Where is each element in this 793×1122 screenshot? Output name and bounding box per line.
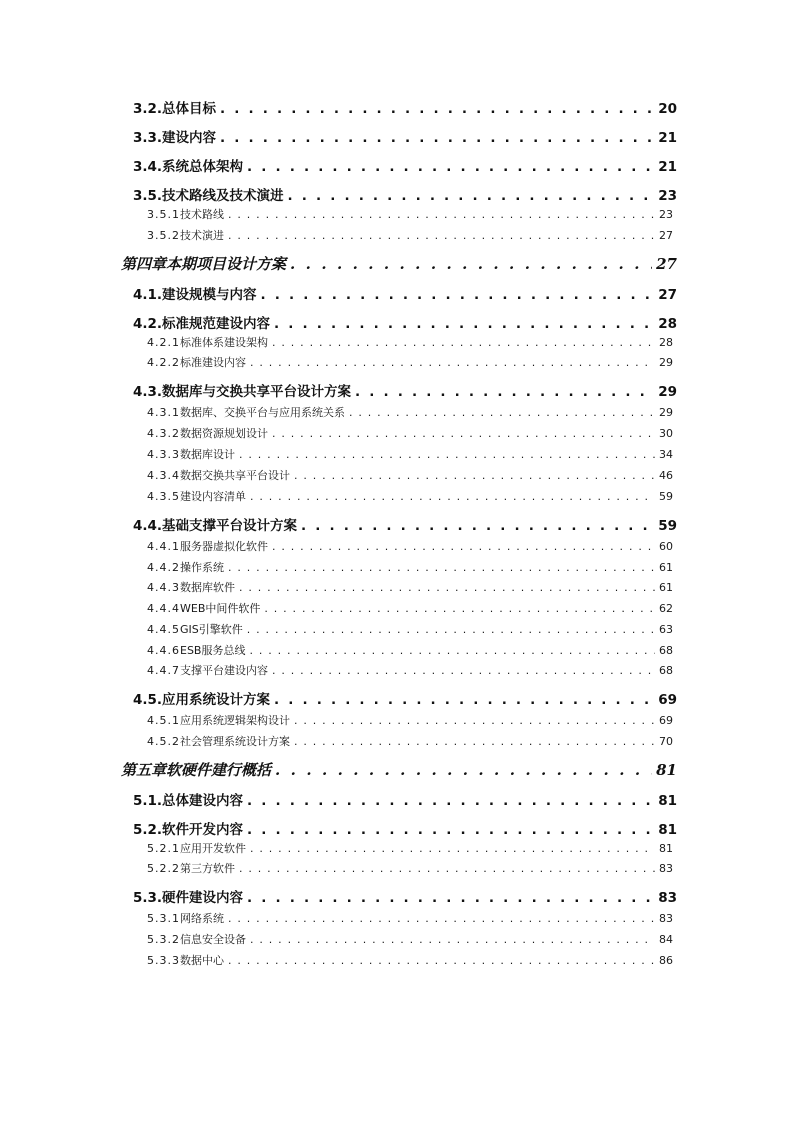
toc-entry-title: 应用系统逻辑架构设计 (180, 714, 290, 727)
dot-leader (250, 356, 655, 369)
toc-subsection-entry[interactable] (147, 931, 673, 947)
dot-leader (261, 287, 655, 303)
toc-subsection-entry[interactable] (147, 910, 673, 926)
toc-entry-title: 建设规模与内容 (162, 287, 257, 303)
toc-entry-page-number: 68 (659, 644, 673, 657)
toc-entry-number: 第四章 (121, 255, 167, 273)
dot-leader (349, 406, 655, 419)
toc-entry-number: 5.3.3 (147, 954, 180, 967)
toc-entry-number: 4.3.1 (147, 406, 180, 419)
toc-entry-page-number: 83 (658, 890, 677, 906)
toc-section-entry[interactable] (133, 155, 677, 175)
toc-entry-title: GIS引擎软件 (180, 623, 243, 636)
toc-entry-page-number: 27 (656, 255, 677, 273)
toc-entry-number: 4.4.6 (147, 644, 180, 657)
dot-leader (272, 427, 655, 440)
toc-entry-page-number: 30 (659, 427, 673, 440)
toc-entry-number: 4.2. (133, 316, 163, 332)
dot-leader (272, 336, 655, 349)
toc-entry-page-number: 70 (659, 735, 673, 748)
toc-entry-title: ESB服务总线 (180, 644, 246, 657)
dot-leader (247, 623, 655, 636)
toc-subsection-entry[interactable] (147, 952, 673, 968)
dot-leader (239, 448, 655, 461)
toc-entry-title: 技术演进 (180, 229, 224, 242)
toc-subsection-entry[interactable] (147, 840, 673, 856)
toc-entry-page-number: 29 (659, 356, 673, 369)
toc-subsection-entry[interactable] (147, 642, 673, 658)
toc-entry-title: 软硬件建行概括 (166, 761, 272, 779)
toc-entry-number: 第五章 (121, 761, 167, 779)
toc-entry-title: 数据中心 (180, 954, 224, 967)
toc-section-entry[interactable] (133, 126, 677, 146)
toc-entry-title: 应用开发软件 (180, 842, 246, 855)
dot-leader (220, 130, 654, 146)
toc-entry-number: 4.4.3 (147, 581, 180, 594)
toc-entry-title: 数据资源规划设计 (180, 427, 268, 440)
toc-entry-number: 4.1. (133, 287, 163, 303)
toc-subsection-entry[interactable] (147, 600, 673, 616)
dot-leader (228, 561, 655, 574)
toc-entry-number: 4.5.2 (147, 735, 180, 748)
toc-subsection-entry[interactable] (147, 860, 673, 876)
toc-entry-title: 信息安全设备 (180, 933, 246, 946)
dot-leader (355, 384, 654, 400)
dot-leader (301, 518, 654, 534)
toc-entry-page-number: 29 (658, 384, 677, 400)
toc-subsection-entry[interactable] (147, 579, 673, 595)
toc-entry-title: 标准规范建设内容 (162, 316, 271, 332)
toc-subsection-entry[interactable] (147, 334, 673, 350)
dot-leader (228, 954, 655, 967)
dot-leader (274, 316, 654, 332)
toc-entry-number: 5.2.2 (147, 862, 180, 875)
dot-leader (228, 912, 655, 925)
toc-entry-page-number: 20 (658, 101, 677, 117)
toc-entry-title: 建设内容 (162, 130, 217, 146)
toc-entry-title: 社会管理系统设计方案 (180, 735, 290, 748)
toc-chapter-entry[interactable] (121, 253, 677, 274)
toc-entry-number: 4.4.4 (147, 602, 180, 615)
toc-entry-page-number: 27 (658, 287, 677, 303)
dot-leader (272, 664, 655, 677)
toc-entry-page-number: 81 (658, 793, 677, 809)
toc-entry-number: 5.2.1 (147, 842, 180, 855)
toc-entry-number: 3.5. (133, 188, 163, 204)
toc-entry-page-number: 63 (659, 623, 673, 636)
toc-entry-title: 操作系统 (180, 561, 224, 574)
toc-entry-number: 4.2.1 (147, 336, 180, 349)
toc-entry-page-number: 68 (659, 664, 673, 677)
toc-section-entry[interactable] (133, 818, 677, 838)
dot-leader (275, 761, 652, 779)
toc-entry-page-number: 28 (659, 336, 673, 349)
toc-entry-number: 4.4.7 (147, 664, 180, 677)
dot-leader (249, 644, 655, 657)
toc-entry-title: 软件开发内容 (162, 822, 244, 838)
dot-leader (294, 714, 655, 727)
toc-entry-page-number: 83 (659, 912, 673, 925)
toc-entry-page-number: 62 (659, 602, 673, 615)
toc-entry-number: 4.3.3 (147, 448, 180, 461)
toc-entry-title: 建设内容清单 (180, 490, 246, 503)
toc-subsection-entry[interactable] (147, 662, 673, 678)
toc-entry-page-number: 86 (659, 954, 673, 967)
toc-section-entry[interactable] (133, 789, 677, 809)
toc-subsection-entry[interactable] (147, 404, 673, 420)
toc-entry-page-number: 69 (658, 692, 677, 708)
toc-entry-page-number: 27 (659, 229, 673, 242)
dot-leader (272, 540, 655, 553)
toc-subsection-entry[interactable] (147, 559, 673, 575)
toc-entry-page-number: 21 (658, 130, 677, 146)
dot-leader (239, 862, 655, 875)
toc-section-entry[interactable] (133, 283, 677, 303)
toc-subsection-entry[interactable] (147, 425, 673, 441)
toc-entry-title: 支撑平台建设内容 (180, 664, 268, 677)
toc-entry-page-number: 59 (659, 490, 673, 503)
dot-leader (274, 692, 654, 708)
toc-entry-title: 硬件建设内容 (162, 890, 244, 906)
toc-entry-title: WEB中间件软件 (180, 602, 261, 615)
toc-entry-number: 4.2.2 (147, 356, 180, 369)
toc-entry-title: 网络系统 (180, 912, 224, 925)
dot-leader (250, 933, 655, 946)
toc-entry-page-number: 83 (659, 862, 673, 875)
toc-entry-title: 本期项目设计方案 (166, 255, 287, 273)
dot-leader (250, 490, 655, 503)
toc-entry-number: 5.1. (133, 793, 163, 809)
toc-entry-number: 5.2. (133, 822, 163, 838)
toc-entry-number: 3.4. (133, 159, 163, 175)
toc-section-entry[interactable] (133, 312, 677, 332)
dot-leader (250, 842, 655, 855)
toc-entry-title: 系统总体架构 (162, 159, 244, 175)
toc-entry-number: 4.3.2 (147, 427, 180, 440)
toc-entry-title: 第三方软件 (180, 862, 235, 875)
dot-leader (220, 101, 654, 117)
toc-entry-page-number: 81 (658, 822, 677, 838)
toc-entry-page-number: 21 (658, 159, 677, 175)
toc-section-entry[interactable] (133, 886, 677, 906)
toc-entry-page-number: 61 (659, 581, 673, 594)
toc-section-entry[interactable] (133, 97, 677, 117)
toc-entry-page-number: 34 (659, 448, 673, 461)
toc-entry-number: 4.3.4 (147, 469, 180, 482)
toc-entry-page-number: 81 (656, 761, 677, 779)
dot-leader (294, 735, 655, 748)
toc-subsection-entry[interactable] (147, 206, 673, 222)
toc-entry-number: 4.4.5 (147, 623, 180, 636)
toc-entry-number: 4.3.5 (147, 490, 180, 503)
toc-section-entry[interactable] (133, 688, 677, 708)
toc-section-entry[interactable] (133, 184, 677, 204)
dot-leader (247, 822, 654, 838)
toc-subsection-entry[interactable] (147, 227, 673, 243)
toc-entry-page-number: 23 (658, 188, 677, 204)
toc-entry-title: 服务器虚拟化软件 (180, 540, 268, 553)
toc-entry-title: 数据库设计 (180, 448, 235, 461)
toc-entry-title: 基础支撑平台设计方案 (162, 518, 298, 534)
toc-entry-page-number: 46 (659, 469, 673, 482)
toc-entry-number: 3.5.2 (147, 229, 180, 242)
toc-entry-number: 4.4.1 (147, 540, 180, 553)
toc-entry-title: 总体建设内容 (162, 793, 244, 809)
toc-entry-page-number: 61 (659, 561, 673, 574)
toc-subsection-entry[interactable] (147, 621, 673, 637)
toc-entry-title: 数据库与交换共享平台设计方案 (162, 384, 352, 400)
dot-leader (264, 602, 655, 615)
toc-entry-page-number: 81 (659, 842, 673, 855)
toc-entry-page-number: 60 (659, 540, 673, 553)
toc-chapter-entry[interactable] (121, 759, 677, 780)
dot-leader (239, 581, 655, 594)
toc-entry-page-number: 84 (659, 933, 673, 946)
toc-subsection-entry[interactable] (147, 733, 673, 749)
toc-entry-title: 总体目标 (162, 101, 217, 117)
toc-subsection-entry[interactable] (147, 354, 673, 370)
toc-entry-page-number: 23 (659, 208, 673, 221)
toc-entry-number: 5.3.1 (147, 912, 180, 925)
toc-subsection-entry[interactable] (147, 538, 673, 554)
toc-entry-number: 4.4.2 (147, 561, 180, 574)
dot-leader (247, 159, 654, 175)
toc-entry-title: 标准体系建设架构 (180, 336, 268, 349)
toc-section-entry[interactable] (133, 514, 677, 534)
toc-entry-title: 技术路线 (180, 208, 224, 221)
toc-entry-title: 技术路线及技术演进 (162, 188, 284, 204)
toc-entry-title: 数据库、交换平台与应用系统关系 (180, 406, 345, 419)
toc-entry-page-number: 28 (658, 316, 677, 332)
toc-entry-title: 应用系统设计方案 (162, 692, 271, 708)
toc-entry-page-number: 69 (659, 714, 673, 727)
toc-entry-number: 3.3. (133, 130, 163, 146)
dot-leader (228, 208, 655, 221)
toc-entry-page-number: 29 (659, 406, 673, 419)
toc-entry-title: 数据库软件 (180, 581, 235, 594)
toc-entry-number: 3.5.1 (147, 208, 180, 221)
toc-entry-number: 5.3.2 (147, 933, 180, 946)
toc-entry-number: 4.5. (133, 692, 163, 708)
dot-leader (247, 890, 654, 906)
dot-leader (247, 793, 654, 809)
toc-entry-title: 标准建设内容 (180, 356, 246, 369)
toc-entry-number: 4.5.1 (147, 714, 180, 727)
toc-subsection-entry[interactable] (147, 488, 673, 504)
toc-entry-number: 5.3. (133, 890, 163, 906)
toc-subsection-entry[interactable] (147, 712, 673, 728)
toc-entry-number: 4.3. (133, 384, 163, 400)
toc-entry-page-number: 59 (658, 518, 677, 534)
dot-leader (288, 188, 655, 204)
dot-leader (290, 255, 652, 273)
toc-entry-title: 数据交换共享平台设计 (180, 469, 290, 482)
dot-leader (228, 229, 655, 242)
toc-section-entry[interactable] (133, 380, 677, 400)
toc-entry-number: 4.4. (133, 518, 163, 534)
dot-leader (294, 469, 655, 482)
toc-subsection-entry[interactable] (147, 446, 673, 462)
toc-subsection-entry[interactable] (147, 467, 673, 483)
toc-entry-number: 3.2. (133, 101, 163, 117)
